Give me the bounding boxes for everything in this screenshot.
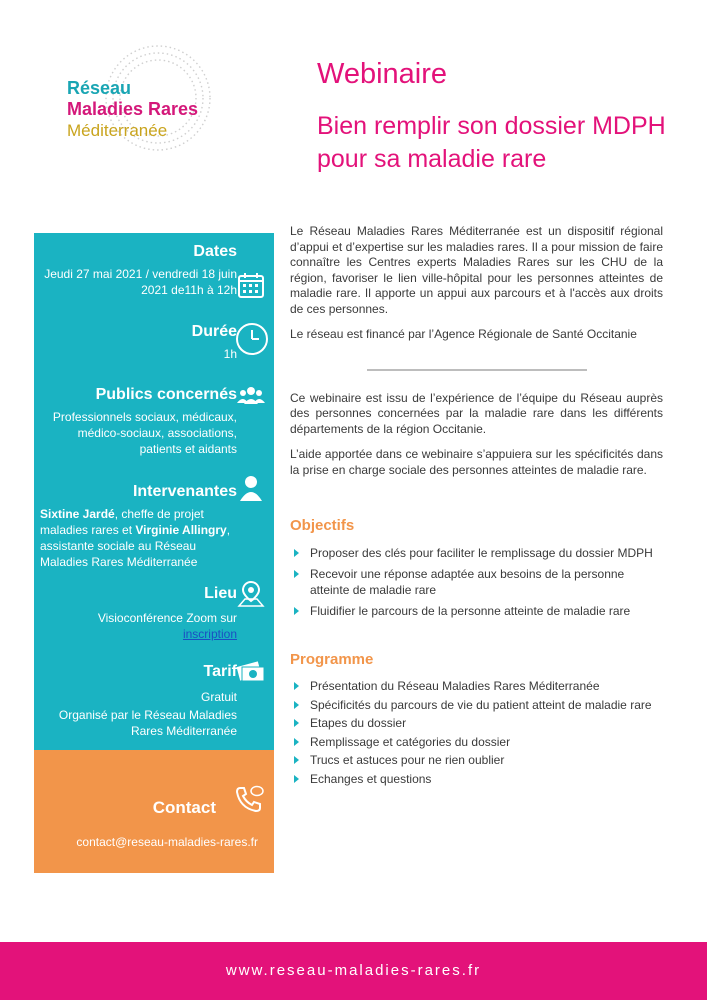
logo-text <box>67 78 198 141</box>
contact-panel <box>34 750 274 873</box>
title-subject: Bien remplir son dossier MDPH pour sa maladie rare <box>317 112 666 173</box>
logo-line-2: Maladies Rares <box>67 99 199 119</box>
calendar-icon <box>236 270 266 300</box>
logo-line-1: Réseau <box>67 78 132 98</box>
divider <box>367 369 587 371</box>
publics-text: Professionnels sociaux, médicaux, médico-sociaux, associations, patients et aidants <box>52 410 237 456</box>
section-tarif <box>34 663 274 739</box>
people-icon <box>236 382 266 412</box>
intervenantes-label: Intervenantes <box>132 483 237 500</box>
info-panel <box>34 233 274 750</box>
phone-chat-icon <box>234 784 264 814</box>
dates-label: Dates <box>193 243 237 260</box>
intervenantes-text <box>34 506 274 570</box>
money-icon <box>236 655 266 685</box>
duree-label: Durée <box>191 323 237 340</box>
objectifs-list <box>290 546 663 620</box>
list-item: Proposer des clés pour faciliter le remplissage du dossier MDPH <box>290 546 663 562</box>
inscription-link[interactable]: inscription <box>182 627 237 641</box>
intro-paragraph-2: Le réseau est financé par l’Agence Régionale de Santé Occitanie <box>290 327 637 341</box>
intervenante-1-name: Sixtine Jardé <box>40 507 115 521</box>
logo-line-3: Méditerranée <box>67 121 168 140</box>
section-duree <box>34 323 274 362</box>
list-item: Spécificités du parcours de vie du patient atteint de maladie rare <box>290 698 663 714</box>
clock-icon <box>234 321 270 357</box>
footer-website-link[interactable]: www.reseau-maladies-rares.fr <box>225 962 482 979</box>
list-item: Remplissage et catégories du dossier <box>290 735 663 751</box>
contact-label: Contact <box>152 798 216 817</box>
list-item: Fluidifier le parcours de la personne atteinte de maladie rare <box>290 604 663 620</box>
logo <box>40 40 240 170</box>
title-webinaire: Webinaire <box>317 58 448 90</box>
intervenante-1-role: , cheffe de projet maladies rares et <box>40 507 204 537</box>
tarif-organise: Organisé par le Réseau Maladies Rares Méditerranée <box>58 708 237 738</box>
list-item: Présentation du Réseau Maladies Rares Méditerranée <box>290 679 663 695</box>
paragraph-1: Ce webinaire est issu de l’expérience de l’équipe du Réseau auprès des personnes concernées par la maladie rare dans les différents départements de la région Occitanie. <box>290 390 663 436</box>
map-pin-icon <box>236 579 266 609</box>
list-item: Trucs et astuces pour ne rien oublier <box>290 753 663 769</box>
person-icon <box>236 473 266 503</box>
duree-text: 1h <box>223 347 237 361</box>
intro-paragraph-1: Le Réseau Maladies Rares Méditerranée est un dispositif régional d’appui et d’expertise sur les maladies rares. Il a pour mission de faire connaître les Centres experts Maladies Rares sur les CHU de la région, favoriser le lien ville-hôpital pour les personnes atteintes de maladie rare. Il apporte un appui aux parcours et à l'accès aux droits de ces personnes. <box>290 224 663 316</box>
publics-label: Publics concernés <box>95 386 237 403</box>
tarif-label: Tarif <box>203 663 237 680</box>
section-lieu <box>34 585 274 642</box>
dates-text: Jeudi 27 mai 2021 / vendredi 18 juin 2021 de11h à 12h <box>44 267 237 297</box>
intervenante-2-name: Virginie Allingry <box>135 523 227 537</box>
page-title <box>317 58 697 176</box>
info-sidebar <box>34 233 274 873</box>
footer <box>0 942 707 1000</box>
section-dates <box>34 243 274 298</box>
list-item: Etapes du dossier <box>290 716 663 732</box>
section-publics <box>34 386 274 457</box>
programme-list <box>290 679 663 787</box>
list-item: Echanges et questions <box>290 772 663 788</box>
objectifs-title: Objectifs <box>290 517 355 534</box>
tarif-gratuit: Gratuit <box>200 690 237 704</box>
paragraph-2: L’aide apportée dans ce webinaire s’appuiera sur les spécificités dans la prise en charge sociale des personnes atteintes de maladie rare. <box>290 447 663 477</box>
lieu-text <box>34 610 274 642</box>
intervenante-2-role: , assistante sociale au Réseau Maladies Rares Méditerranée <box>40 523 231 569</box>
list-item: Recevoir une réponse adaptée aux besoins de la personne atteinte de maladie rare <box>290 567 663 598</box>
section-intervenantes <box>34 483 274 570</box>
contact-email[interactable]: contact@reseau-maladies-rares.fr <box>76 835 258 849</box>
main-content <box>290 224 663 790</box>
lieu-label: Lieu <box>204 585 237 602</box>
lieu-description: Visioconférence Zoom sur <box>97 611 237 625</box>
programme-title: Programme <box>290 650 374 668</box>
